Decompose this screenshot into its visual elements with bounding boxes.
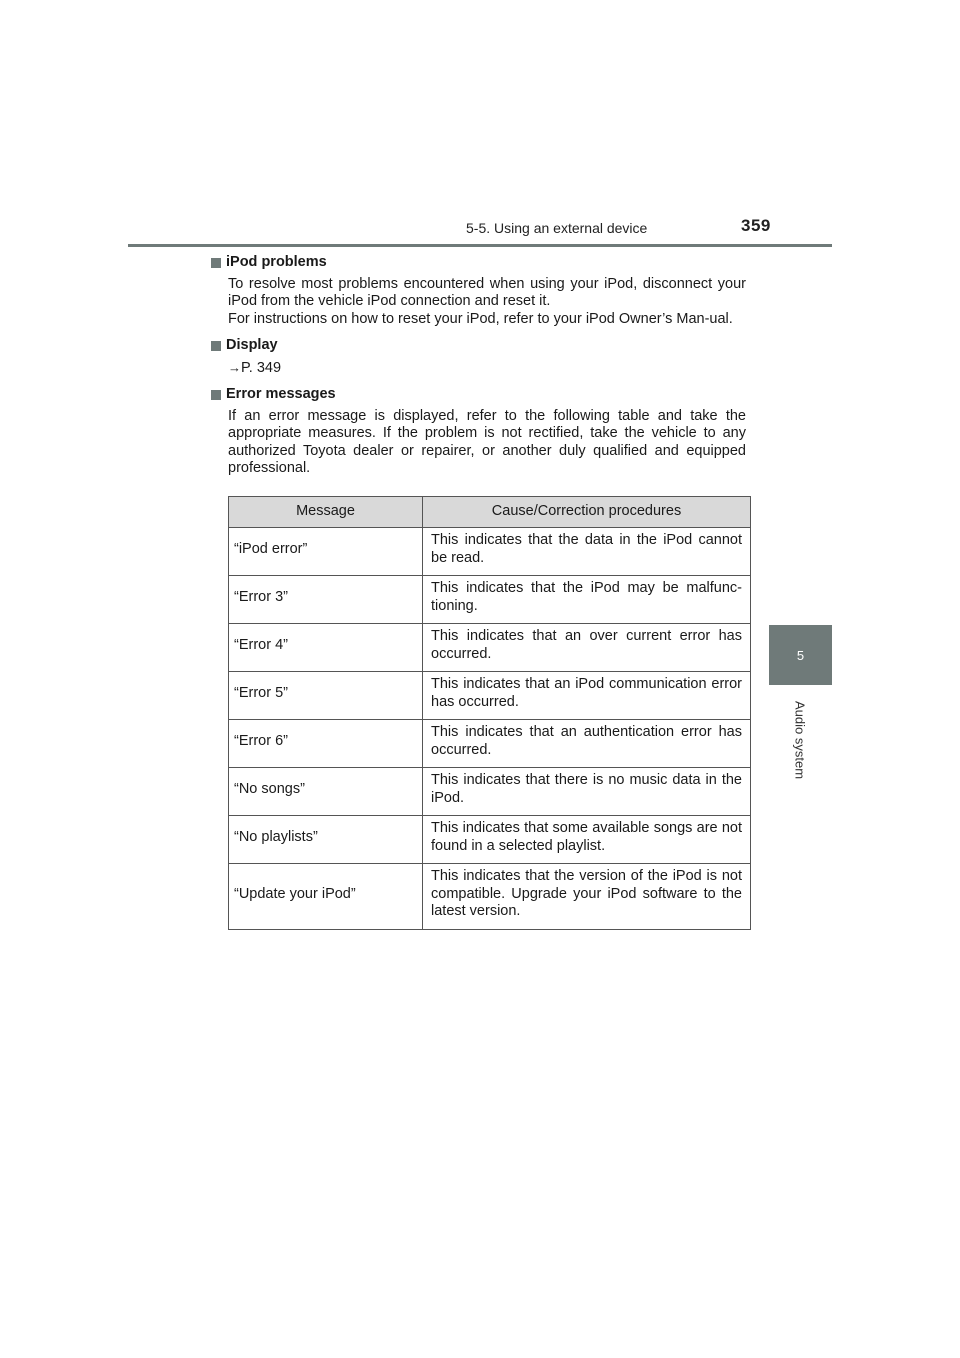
page-reference: P. 349 [241,359,282,376]
message-cell: “Error 6” [229,720,423,768]
chapter-tab [769,625,832,685]
paragraph: For instructions on how to reset your iPod, refer to your iPod Owner’s Man-ual. [228,310,733,327]
chapter-label [788,690,812,790]
table-row [229,720,751,768]
arrow-right-icon: → [228,359,241,375]
cause-cell: This indicates that there is no music data in the iPod. [423,768,751,816]
page-number: 359 [741,216,771,235]
square-bullet-icon [211,258,221,268]
heading-text: Error messages [226,386,336,402]
message-cell: “Error 5” [229,672,423,720]
chapter-label-text: Audio system [792,700,808,780]
message-cell: “Error 4” [229,624,423,672]
square-bullet-icon [211,341,221,351]
table-row [229,816,751,864]
cause-cell: This indicates that an authentication error has occurred. [423,720,751,768]
section-heading-error-messages [211,386,746,404]
paragraph: To resolve most problems encountered when using your iPod, disconnect your iPod from the vehicle iPod connection and reset it. [228,275,746,309]
heading-text: Display [226,337,278,353]
message-cell: “No playlists” [229,816,423,864]
message-cell: “Update your iPod” [229,864,423,930]
table-row [229,528,751,576]
table-row [229,624,751,672]
table-header-row [229,497,751,528]
section-body-error-messages [228,408,746,478]
section-body-ipod-problems [228,276,746,329]
main-content [211,254,746,487]
table-row [229,672,751,720]
error-message-table [228,496,751,930]
section-title: 5-5. Using an external device [466,220,648,236]
heading-text: iPod problems [226,254,327,270]
column-header-cause: Cause/Correction procedures [423,497,751,528]
chapter-number: 5 [796,647,805,663]
cause-cell: This indicates that some available songs are not found in a selected playlist. [423,816,751,864]
section-heading-display [211,337,746,355]
message-cell: “Error 3” [229,576,423,624]
message-cell: “iPod error” [229,528,423,576]
message-cell: “No songs” [229,768,423,816]
table-row [229,768,751,816]
cause-cell: This indicates that an over current error has occurred. [423,624,751,672]
square-bullet-icon [211,390,221,400]
section-heading-ipod-problems [211,254,746,272]
column-header-message: Message [229,497,423,528]
header-rule [128,244,832,247]
section-body-display [228,359,746,378]
cause-cell: This indicates that the data in the iPod cannot be read. [423,528,751,576]
cause-cell: This indicates that the version of the iPod is not compatible. Upgrade your iPod software to the latest version. [423,864,751,930]
cause-cell: This indicates that an iPod communication error has occurred. [423,672,751,720]
table-row [229,864,751,930]
table-row [229,576,751,624]
cause-cell: This indicates that the iPod may be malfunc-tioning. [423,576,751,624]
paragraph: If an error message is displayed, refer to the following table and take the appropriate measures. If the problem is not rectified, take the vehicle to any authorized Toyota dealer or repairer, or another duly qualified and equipped professional. [228,407,746,476]
